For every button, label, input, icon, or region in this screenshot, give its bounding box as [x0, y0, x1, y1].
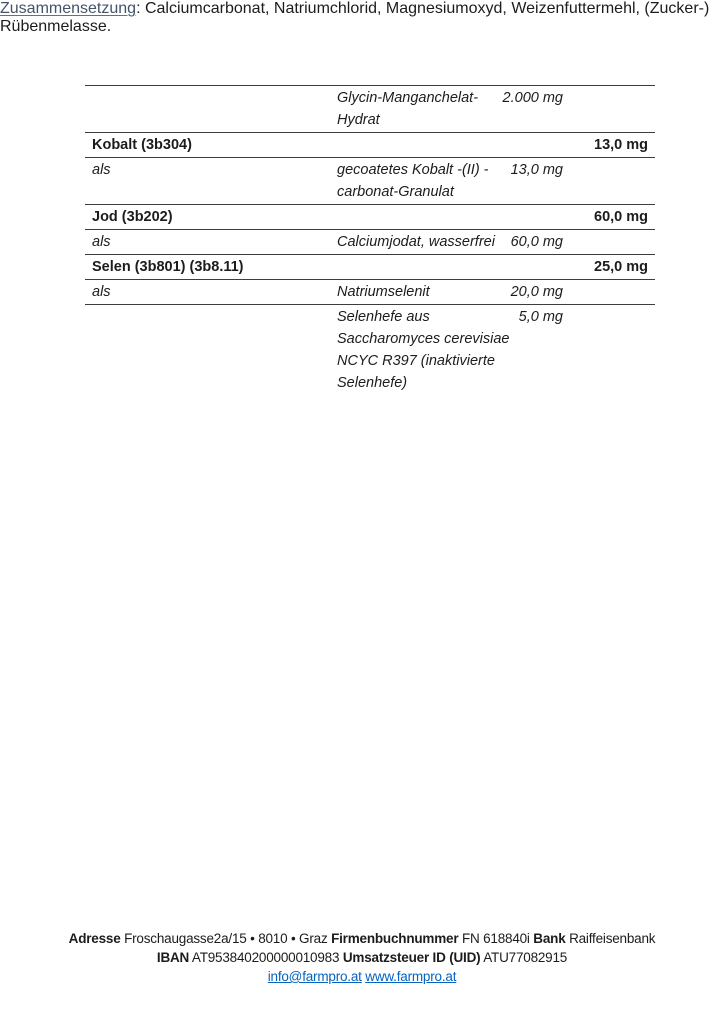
row-amount: 5,0 mg [518, 309, 563, 325]
footer-text-segment: Firmenbuchnummer [331, 931, 459, 946]
composition-line-2 [0, 18, 724, 36]
composition-text-line1: : Calciumcarbonat, Natriumchlorid, Magnesiumoxyd, Weizenfuttermehl, (Zucker-) [136, 0, 710, 17]
footer-text-segment: Raiffeisenbank [565, 931, 656, 946]
footer-iban-line [0, 948, 724, 967]
table-row [85, 85, 655, 132]
table-row [85, 204, 655, 229]
table-row [85, 132, 655, 157]
footer-address-line [0, 929, 724, 948]
footer-text-segment: AT953840200000010983 [189, 950, 343, 965]
row-description: gecoatetes Kobalt -(II) - carbonat-Granulat [337, 162, 489, 200]
row-amount: 60,0 mg [510, 234, 563, 250]
footer-text-segment: Froschaugasse2a/15 • 8010 • Graz [120, 931, 332, 946]
email-link[interactable]: info@farmpro.at [267, 969, 362, 984]
row-description: Glycin-Manganchelat- Hydrat [337, 90, 479, 128]
footer-text-segment: ATU77082915 [480, 950, 568, 965]
row-total: 60,0 mg [594, 209, 648, 225]
nutrition-table [85, 85, 655, 395]
composition-text-line2: Rübenmelasse. [0, 18, 112, 35]
footer-text-segment: Umsatzsteuer ID (UID) [342, 950, 481, 965]
row-label: als [92, 284, 111, 300]
composition-line-1 [0, 0, 724, 18]
footer-text-segment: Adresse [68, 931, 121, 946]
composition-label: Zusammensetzung [0, 0, 137, 17]
page-footer [0, 929, 724, 986]
footer-text-segment: FN 618840i [458, 931, 534, 946]
row-amount: 2.000 mg [502, 90, 563, 106]
row-label: als [92, 162, 111, 178]
row-amount: 20,0 mg [510, 284, 563, 300]
row-label: Kobalt (3b304) [92, 137, 192, 153]
row-total: 25,0 mg [594, 259, 648, 275]
table-row [85, 304, 655, 395]
table-row [85, 254, 655, 279]
row-label: als [92, 234, 111, 250]
table-row [85, 229, 655, 254]
footer-text-segment: Bank [533, 931, 566, 946]
row-label: Selen (3b801) (3b8.11) [92, 259, 244, 275]
table-row [85, 279, 655, 304]
row-description: Natriumselenit [337, 284, 430, 300]
website-link[interactable]: www.farmpro.at [365, 969, 457, 984]
row-description: Selenhefe aus Saccharomyces cerevisiae NCYC R397 (inaktivierte Selenhefe) [337, 309, 510, 391]
row-label: Jod (3b202) [92, 209, 173, 225]
footer-text-segment: IBAN [156, 950, 190, 965]
row-total: 13,0 mg [594, 137, 648, 153]
row-description: Calciumjodat, wasserfrei [337, 234, 495, 250]
row-amount: 13,0 mg [510, 162, 563, 178]
footer-links-line [0, 967, 724, 986]
table-row [85, 157, 655, 204]
